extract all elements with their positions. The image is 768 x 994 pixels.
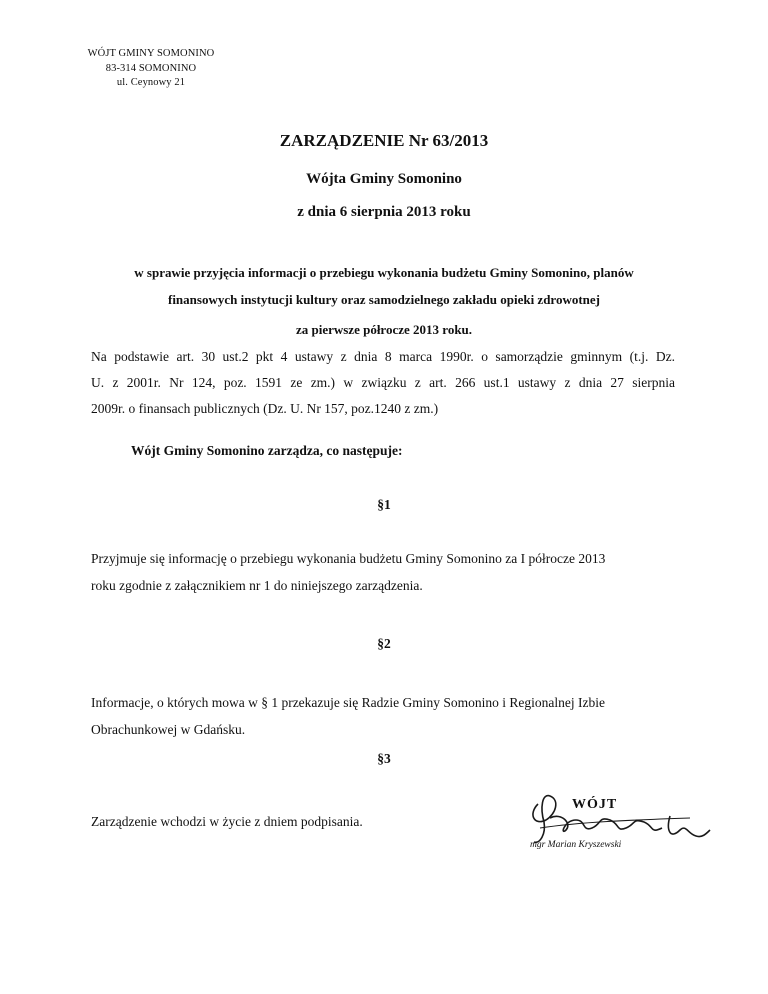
subject-line-3: za pierwsze półrocze 2013 roku. bbox=[295, 322, 473, 337]
decision-statement: Wójt Gminy Somonino zarządza, co następuje: bbox=[131, 443, 403, 458]
subject-line-1: w sprawie przyjęcia informacji o przebiegu wykonania budżetu Gminy Somonino, planów bbox=[134, 265, 634, 280]
section-mark-2: §2 bbox=[377, 636, 391, 651]
section-mark-1: §1 bbox=[377, 497, 391, 512]
letterhead bbox=[66, 47, 236, 91]
document-title: ZARZĄDZENIE Nr 63/2013 bbox=[279, 131, 489, 150]
section-1-line-2: roku zgodnie z załącznikiem nr 1 do niniejszego zarządzenia. bbox=[91, 578, 423, 593]
stamp-name: mgr Marian Kryszewski bbox=[530, 840, 622, 850]
legal-basis-line-1: Na podstawie art. 30 ust.2 pkt 4 ustawy z dnia 8 marca 1990r. o samorządzie gminnym (t.j. Dz. bbox=[91, 349, 675, 364]
letterhead-line-3: ul. Ceynowy 21 bbox=[116, 77, 186, 88]
stamp-title: WÓJT bbox=[572, 797, 618, 812]
signature-stamp bbox=[520, 778, 720, 868]
letterhead-line-1: WÓJT GMINY SOMONINO bbox=[87, 48, 215, 59]
document-subtitle: Wójta Gminy Somonino bbox=[306, 171, 462, 187]
letterhead-line-2: 83-314 SOMONINO bbox=[105, 62, 197, 74]
section-2-line-1: Informacje, o których mowa w § 1 przekazuje się Radzie Gminy Somonino i Regionalnej Izbie bbox=[91, 695, 605, 710]
section-mark-3: §3 bbox=[377, 751, 391, 766]
legal-basis-line-2: U. z 2001r. Nr 124, poz. 1591 ze zm.) w związku z art. 266 ust.1 ustawy z dnia 27 sierpnia bbox=[91, 375, 675, 390]
legal-basis-line-3: 2009r. o finansach publicznych (Dz. U. Nr 157, poz.1240 z zm.) bbox=[91, 401, 439, 416]
section-2-line-2: Obrachunkowej w Gdańsku. bbox=[91, 722, 246, 737]
section-1-line-1: Przyjmuje się informację o przebiegu wykonania budżetu Gminy Somonino za I półrocze 2013 bbox=[91, 551, 606, 566]
handwritten-signature bbox=[520, 778, 720, 868]
subject-line-2: finansowych instytucji kultury oraz samodzielnego zakładu opieki zdrowotnej bbox=[167, 292, 601, 307]
section-3-line-1: Zarządzenie wchodzi w życie z dniem podpisania. bbox=[91, 814, 363, 829]
document-date: z dnia 6 sierpnia 2013 roku bbox=[297, 204, 471, 220]
